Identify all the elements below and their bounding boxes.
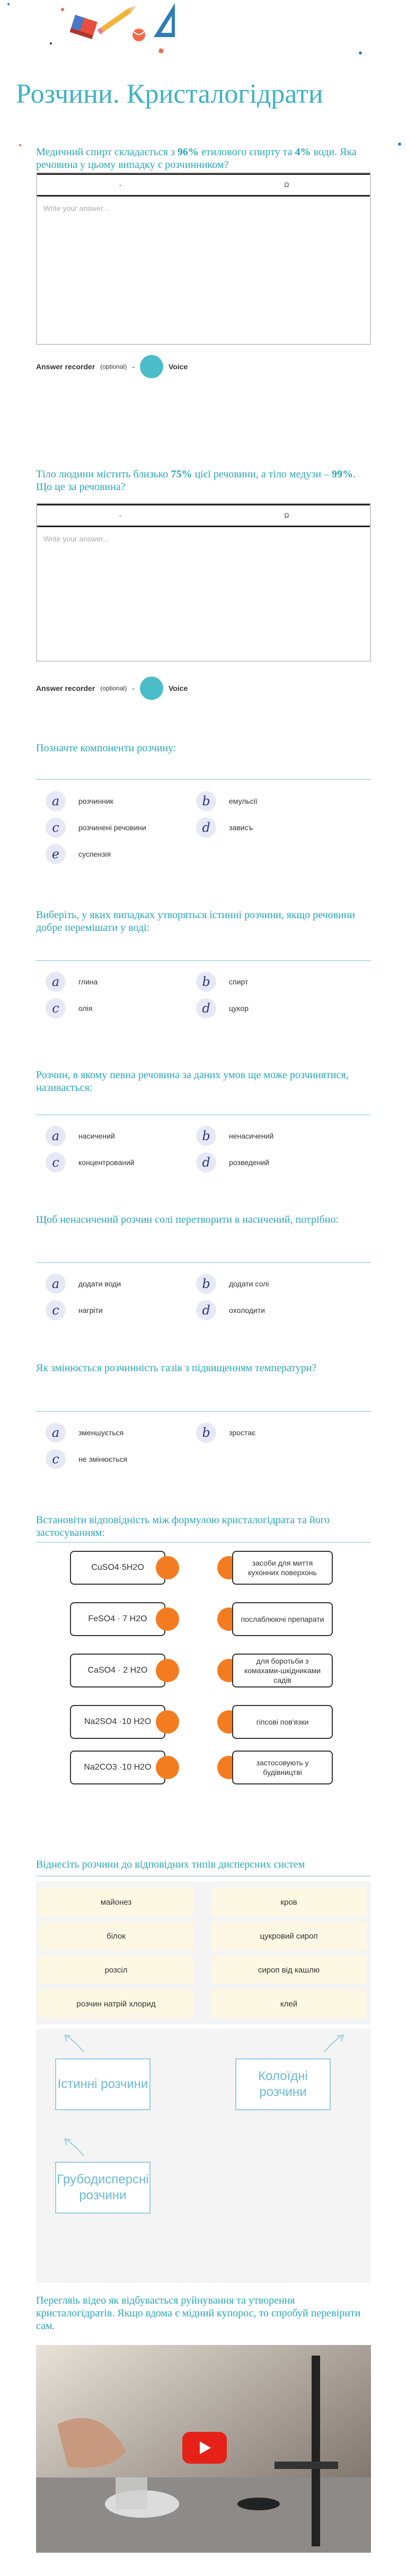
match-left-connector[interactable] xyxy=(156,1659,179,1682)
option-label: зменшується xyxy=(78,1428,124,1437)
option-letter: c xyxy=(46,818,66,838)
option[interactable] xyxy=(196,1300,342,1321)
divider xyxy=(36,1114,371,1115)
drag-item[interactable]: кров xyxy=(211,1888,367,1916)
match-right-item[interactable]: гіпсові пов'язки xyxy=(232,1705,333,1739)
option-letter: c xyxy=(46,1300,66,1320)
divider xyxy=(36,960,371,961)
question-1-text: Медичний спирт складається з 96% етилового спирту та 4% води. Яка речовина у цьому випадку є розчинником? xyxy=(36,146,357,171)
divider xyxy=(36,1876,371,1877)
option-letter: c xyxy=(46,998,66,1018)
worksheet xyxy=(25,130,382,2576)
options-q6 xyxy=(46,1273,342,1321)
options-q5 xyxy=(46,1125,342,1173)
question-2-text: Тіло людини містить близько 75% цієї речовини, а тіло медузи – 99%. Що це за речовина? xyxy=(36,468,356,493)
drop-zone-coarse-dispersion[interactable]: Грубодисперсні розчини xyxy=(55,2162,151,2214)
option-letter: b xyxy=(196,1423,216,1443)
toolbar-omega-icon[interactable]: Ω xyxy=(284,181,289,189)
match-left-connector[interactable] xyxy=(156,1607,179,1631)
option[interactable] xyxy=(46,790,192,812)
option-label: концентрований xyxy=(78,1158,135,1167)
divider xyxy=(36,1542,371,1543)
match-left-item[interactable]: FeSO4 · 7 H2O xyxy=(70,1602,165,1636)
question-5-text: Розчин, в якому певна речовина за даних умов ще може розчинятися, називається: xyxy=(36,1069,349,1094)
drop-zone-true-solutions[interactable]: Істинні розчини xyxy=(55,2058,151,2110)
option-letter: d xyxy=(196,1300,216,1320)
option[interactable] xyxy=(196,1152,342,1173)
play-icon[interactable] xyxy=(182,2432,227,2464)
drop-zone-colloid-solutions[interactable]: Колоїдні розчини xyxy=(235,2058,331,2110)
drop-zone-arrows xyxy=(36,2029,371,2283)
option[interactable] xyxy=(46,971,192,992)
question-6-text: Щоб ненасичений розчин солі перетворити в насичений, потрібно: xyxy=(36,1214,339,1225)
option[interactable] xyxy=(46,1125,192,1147)
question-7-text: Як змінюється розчинність газів з підвищенням температури? xyxy=(36,1362,317,1374)
answer-textarea[interactable]: Write your answer... xyxy=(43,535,109,543)
option-label: не змінюється xyxy=(78,1455,128,1463)
record-button[interactable] xyxy=(140,677,163,700)
question-3-text: Позначте компоненти розчину: xyxy=(36,742,176,754)
match-right-item[interactable]: засоби для миття кухонних поверхонь xyxy=(232,1551,333,1585)
option[interactable] xyxy=(196,1125,342,1147)
option[interactable] xyxy=(196,1422,342,1443)
options-q3 xyxy=(46,790,342,865)
match-left-item[interactable]: CuSO4·5H2O xyxy=(70,1551,165,1585)
divider xyxy=(36,1262,371,1263)
option-label: охолодити xyxy=(229,1306,265,1314)
option[interactable] xyxy=(196,998,342,1019)
option[interactable] xyxy=(46,1422,192,1443)
question-10-text: Перегляіь відео як відбувається руйнування та утворення кристалогідратів. Якщо вдома є мідний купорос, то спробуй перевірити сам. xyxy=(36,2295,361,2332)
voice-label: Voice xyxy=(168,362,188,371)
options-q7 xyxy=(46,1422,342,1470)
page-title: Розчини. Кристалогідрати xyxy=(16,79,323,109)
option-label: олія xyxy=(78,1004,93,1012)
match-right-item[interactable]: застосовують у будівництві xyxy=(232,1751,333,1784)
play-triangle-icon xyxy=(197,2440,213,2456)
match-left-connector[interactable] xyxy=(156,1710,179,1734)
option-letter: b xyxy=(196,972,216,992)
option-label: нагріти xyxy=(78,1306,103,1314)
option-letter: a xyxy=(46,1423,66,1443)
match-right-item[interactable]: для боротьби з комахами-шкідниками садів xyxy=(232,1654,333,1687)
option[interactable] xyxy=(46,817,192,838)
answer-editor-1[interactable] xyxy=(36,172,371,345)
option[interactable] xyxy=(196,790,342,812)
option-letter: b xyxy=(196,1274,216,1294)
option-label: цукор xyxy=(229,1004,249,1012)
option[interactable] xyxy=(46,843,192,865)
editor-toolbar xyxy=(37,504,370,527)
option-letter: c xyxy=(46,1449,66,1469)
option-letter: a xyxy=(46,972,66,992)
question-1 xyxy=(36,146,371,171)
option[interactable] xyxy=(196,971,342,992)
option[interactable] xyxy=(46,998,192,1019)
answer-recorder-1: Answer recorder (optional) - Voice xyxy=(36,355,188,378)
answer-recorder-2: Answer recorder (optional) - Voice xyxy=(36,677,188,700)
video-player[interactable] xyxy=(36,2345,371,2553)
match-left-item[interactable]: Na2CO3 ·10 H2O xyxy=(70,1751,165,1784)
option-label: насичений xyxy=(78,1132,115,1140)
question-8-text: Встановіти відповідність між формулою кристалогідрата та його застосуванням: xyxy=(36,1514,330,1539)
drag-item[interactable]: клей xyxy=(211,1989,367,2018)
question-4-text: Виберіть, у яких випадках утворяться істинні розчини, якщо речовини добре перемішати у воді: xyxy=(36,909,356,934)
option-label: ненасичений xyxy=(229,1132,274,1140)
drag-item[interactable]: цукровий сироп xyxy=(211,1922,367,1950)
record-button[interactable] xyxy=(140,355,163,378)
recorder-optional: (optional) xyxy=(100,363,127,370)
option[interactable] xyxy=(46,1300,192,1321)
option[interactable] xyxy=(46,1449,192,1470)
question-9-text: Віднесіть розчини до відповідних типів дисперсних систем xyxy=(36,1859,305,1870)
drag-item[interactable]: білок xyxy=(38,1922,194,1950)
option-letter: e xyxy=(46,844,66,864)
drag-item[interactable]: розчин натрій хлорид xyxy=(38,1989,194,2018)
drag-item[interactable]: сироп від кашлю xyxy=(211,1956,367,1984)
option-label: зростає xyxy=(229,1428,256,1437)
option-label: суспензія xyxy=(78,850,111,858)
option[interactable] xyxy=(46,1152,192,1173)
drag-item[interactable]: розсіл xyxy=(38,1956,194,1984)
match-left-item[interactable]: CaSO4 · 2 H2O xyxy=(70,1654,165,1687)
match-right-item[interactable]: послаблюючі препарати xyxy=(232,1602,333,1636)
option-letter: a xyxy=(46,1126,66,1146)
option-letter: d xyxy=(196,1152,216,1172)
match-left-connector[interactable] xyxy=(156,1756,179,1779)
option[interactable] xyxy=(196,817,342,838)
option-label: спирт xyxy=(229,978,249,986)
option-label: розведений xyxy=(229,1158,269,1167)
toolbar-dash[interactable]: - xyxy=(119,181,121,189)
option-label: емульсії xyxy=(229,797,258,805)
option-letter: a xyxy=(46,791,66,811)
divider xyxy=(36,779,371,780)
option-label: додати води xyxy=(78,1280,121,1288)
option-label: глина xyxy=(78,978,98,986)
match-left-item[interactable]: Na2SO4 ·10 H2O xyxy=(70,1705,165,1739)
answer-textarea[interactable]: Write your answer... xyxy=(43,204,109,212)
toolbar-omega-icon[interactable]: Ω xyxy=(284,512,289,519)
answer-editor-2[interactable] xyxy=(36,503,371,662)
option-letter: d xyxy=(196,818,216,838)
option-letter: a xyxy=(46,1274,66,1294)
option[interactable] xyxy=(46,1273,192,1294)
option-label: зависъ xyxy=(229,823,253,832)
option-label: розчинник xyxy=(78,797,113,805)
match-left-connector[interactable] xyxy=(156,1556,179,1579)
drag-item[interactable]: майонез xyxy=(38,1888,194,1916)
option[interactable] xyxy=(196,1273,342,1294)
recorder-label: Answer recorder xyxy=(36,362,95,371)
question-2 xyxy=(36,468,371,493)
option-letter: c xyxy=(46,1152,66,1172)
option-letter: d xyxy=(196,998,216,1018)
voice-label: Voice xyxy=(168,684,188,692)
recorder-label: Answer recorder xyxy=(36,684,95,692)
option-letter: b xyxy=(196,1126,216,1146)
divider xyxy=(36,1411,371,1412)
option-letter: b xyxy=(196,791,216,811)
toolbar-dash[interactable]: - xyxy=(119,512,121,519)
recorder-optional: (optional) xyxy=(100,685,127,692)
editor-toolbar xyxy=(37,173,370,197)
option-label: розчинені речовини xyxy=(78,823,146,832)
option-label: додати солі xyxy=(229,1280,269,1288)
options-q4 xyxy=(46,971,342,1019)
